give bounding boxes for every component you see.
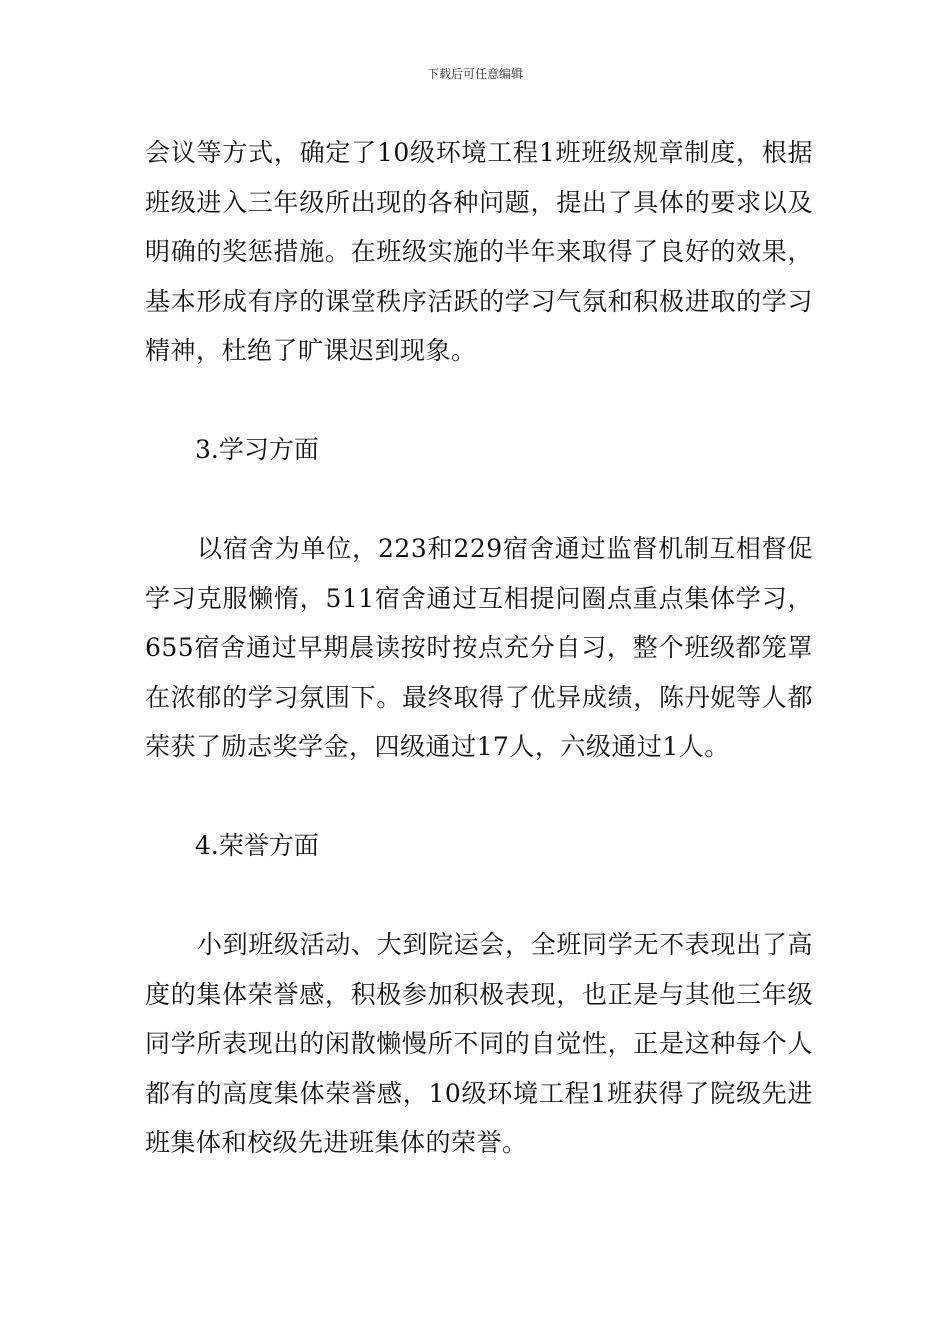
section-heading-honor: 4.荣誉方面 (195, 831, 319, 860)
paragraph-rules-result: 会议等方式，确定了10级环境工程1班班级规章制度，根据班级进入三年级所出现的各种问题，提出了具体的要求以及明确的奖惩措施。在班级实施的半年来取得了良好的效果，基本形成有序的课堂秩序活跃的学习气氛和积极进取的学习精神，杜绝了旷课迟到现象。 (145, 138, 813, 365)
paragraph-gap (145, 475, 813, 525)
paragraph-honor: 小到班级活动、大到院运会，全班同学无不表现出了高度的集体荣誉感，积极参加积极表现，也正是与其他三年级同学所表现出的闲散懒慢所不同的自觉性，正是这种每个人都有的高度集体荣誉感，10级环境工程1班获得了院级先进班集体和校级先进班集体的荣誉。 (145, 930, 813, 1157)
paragraph-gap (145, 772, 813, 822)
page-header: 下载后可任意编辑 (426, 67, 523, 81)
paragraph-study: 以宿舍为单位，223和229宿舍通过监督机制互相督促学习克服懒惰，511宿舍通过互相提问圈点重点集体学习，655宿舍通过早期晨读按时按点充分自习，整个班级都笼罩在浓郁的学习氛围下。最终取得了优异成绩，陈丹妮等人都荣获了励志奖学金，四级通过17人，六级通过1人。 (145, 534, 813, 761)
paragraph-gap (145, 376, 813, 426)
paragraph-gap (145, 871, 813, 921)
document-body (145, 128, 813, 1168)
section-heading-study: 3.学习方面 (195, 435, 319, 464)
